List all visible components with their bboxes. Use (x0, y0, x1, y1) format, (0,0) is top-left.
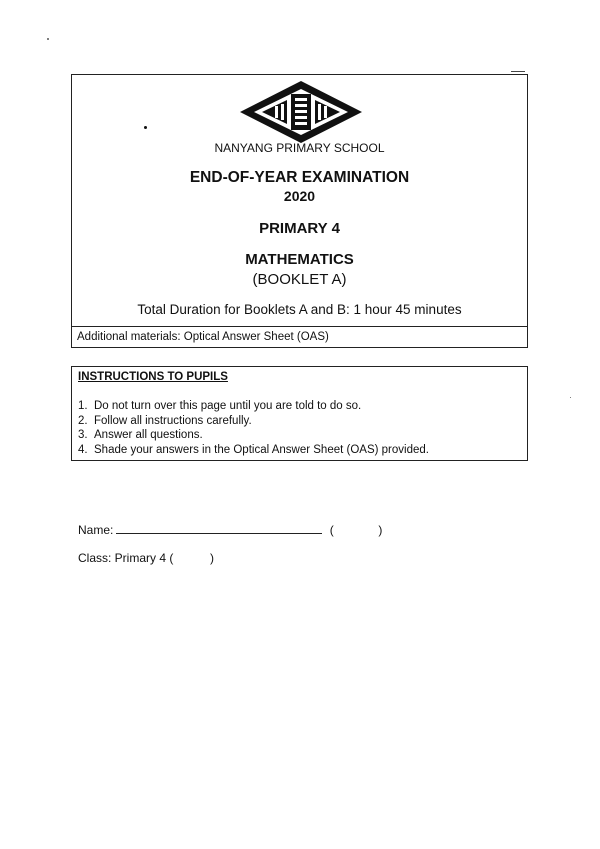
exam-year: 2020 (283, 188, 316, 204)
booklet-label: (BOOKLET A) (252, 271, 347, 288)
instructions-list (78, 399, 429, 457)
additional-materials: Additional materials: Optical Answer Sheet (OAS) (77, 331, 329, 343)
instruction-item (78, 443, 429, 458)
instruction-text: Follow all instructions carefully. (94, 414, 252, 427)
index-number-open: ( (329, 523, 334, 537)
name-row (78, 522, 382, 537)
exam-title: END-OF-YEAR EXAMINATION (189, 169, 410, 186)
cover-box (71, 74, 528, 348)
instruction-text: Do not turn over this page until you are told to do so. (94, 400, 362, 412)
instruction-number: 1. (78, 400, 88, 412)
exam-level: PRIMARY 4 (259, 220, 340, 237)
instruction-item (78, 414, 429, 429)
instruction-text: Shade your answers in the Optical Answer Sheet (OAS) provided. (94, 443, 429, 456)
exam-duration: Total Duration for Booklets A and B: 1 hour 45 minutes (137, 302, 462, 317)
nanyang-school-crest-icon (240, 81, 362, 143)
instructions-heading: INSTRUCTIONS TO PUPILS (78, 371, 228, 383)
scan-speck (47, 38, 49, 40)
instruction-item (78, 428, 429, 443)
divider (72, 326, 527, 327)
instruction-item (78, 399, 429, 414)
index-number-close: ) (378, 523, 383, 537)
instruction-number: 2. (78, 414, 88, 427)
school-name: NANYANG PRIMARY SCHOOL (214, 141, 385, 155)
name-field[interactable] (116, 522, 322, 534)
name-label: Name: (78, 523, 114, 537)
instruction-number: 4. (78, 443, 88, 456)
instructions-box (71, 366, 528, 461)
instruction-text: Answer all questions. (94, 429, 203, 441)
scan-speck (570, 397, 571, 398)
instruction-number: 3. (78, 429, 88, 441)
class-close: ) (210, 551, 215, 565)
class-row (78, 551, 214, 565)
scan-mark (511, 71, 525, 72)
class-label: Class: Primary 4 ( (78, 551, 174, 565)
exam-subject: MATHEMATICS (245, 251, 354, 268)
